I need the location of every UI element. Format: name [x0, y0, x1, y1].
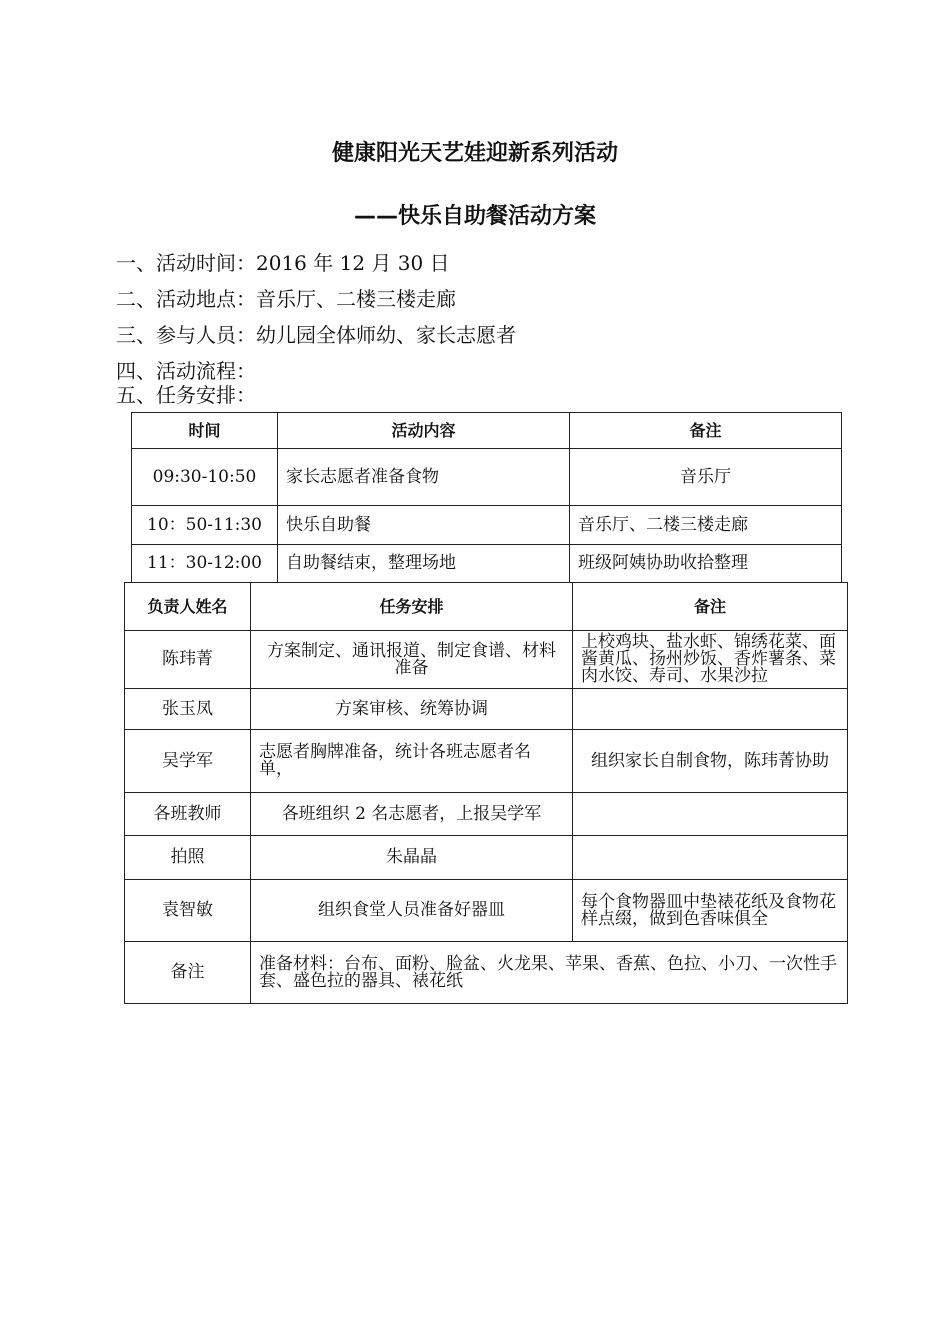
- task-table: [124, 582, 848, 1004]
- schedule-row: [132, 449, 842, 506]
- task-row: [125, 689, 848, 730]
- task-owner: 各班教师: [125, 793, 251, 836]
- task-note: 每个食物器皿中垫裱花纸及食物花样点缀，做到色香味俱全: [573, 880, 848, 942]
- task-row: [125, 631, 848, 689]
- schedule-time: 10：50-11:30: [132, 506, 278, 545]
- schedule-header-note: 备注: [570, 413, 842, 449]
- task-remark-row: [125, 942, 848, 1004]
- schedule-header-row: [132, 413, 842, 449]
- remark-text: 准备材料：台布、面粉、脸盆、火龙果、苹果、香蕉、色拉、小刀、一次性手套、盛色拉的器具、裱花纸: [251, 942, 848, 1004]
- task-description: 各班组织 2 名志愿者，上报吴学军: [251, 793, 573, 836]
- document-title: 健康阳光天艺娃迎新系列活动: [331, 141, 618, 166]
- schedule-content: 自助餐结束，整理场地: [278, 545, 570, 583]
- schedule-note: 音乐厅、二楼三楼走廊: [570, 506, 842, 545]
- task-note: [573, 836, 848, 880]
- schedule-time: 11：30-12:00: [132, 545, 278, 583]
- schedule-table: [131, 412, 842, 583]
- task-description: 方案审核、统筹协调: [251, 689, 573, 730]
- task-description: 朱晶晶: [251, 836, 573, 880]
- schedule-content: 快乐自助餐: [278, 506, 570, 545]
- task-row: [125, 793, 848, 836]
- task-header-name: 负责人姓名: [125, 583, 251, 631]
- schedule-row: [132, 506, 842, 545]
- task-note: [573, 689, 848, 730]
- task-row: [125, 730, 848, 793]
- task-owner: 袁智敏: [125, 880, 251, 942]
- task-header-row: [125, 583, 848, 631]
- task-header-note: 备注: [573, 583, 848, 631]
- task-note: [573, 793, 848, 836]
- schedule-header-content: 活动内容: [278, 413, 570, 449]
- task-owner: 拍照: [125, 836, 251, 880]
- task-description: 志愿者胸牌准备，统计各班志愿者名单，: [251, 730, 573, 793]
- item-process: 四、活动流程：: [116, 359, 256, 383]
- remark-label: 备注: [125, 942, 251, 1004]
- task-description: 方案制定、通讯报道、制定食谱、材料准备: [251, 631, 573, 689]
- task-owner: 张玉凤: [125, 689, 251, 730]
- task-description: 组织食堂人员准备好器皿: [251, 880, 573, 942]
- task-owner: 陈玮菁: [125, 631, 251, 689]
- task-row: [125, 880, 848, 942]
- schedule-time: 09:30-10:50: [132, 449, 278, 506]
- schedule-note: 班级阿姨协助收拾整理: [570, 545, 842, 583]
- task-header-task: 任务安排: [251, 583, 573, 631]
- task-row: [125, 836, 848, 880]
- task-owner: 吴学军: [125, 730, 251, 793]
- item-assignment: 五、任务安排：: [116, 383, 256, 407]
- task-note: 组织家长自制食物，陈玮菁协助: [573, 730, 848, 793]
- schedule-row: [132, 545, 842, 583]
- item-participants: 三、参与人员：幼儿园全体师幼、家长志愿者: [116, 323, 516, 347]
- schedule-content: 家长志愿者准备食物: [278, 449, 570, 506]
- schedule-header-time: 时间: [132, 413, 278, 449]
- document-subtitle: ——快乐自助餐活动方案: [353, 204, 596, 229]
- schedule-note: 音乐厅: [570, 449, 842, 506]
- task-note: 上校鸡块、盐水虾、锦绣花菜、面酱黄瓜、扬州炒饭、香炸薯条、菜肉水饺、寿司、水果沙拉: [573, 631, 848, 689]
- item-time: 一、活动时间：2016 年 12 月 30 日: [116, 251, 450, 275]
- item-location: 二、活动地点：音乐厅、二楼三楼走廊: [116, 287, 456, 311]
